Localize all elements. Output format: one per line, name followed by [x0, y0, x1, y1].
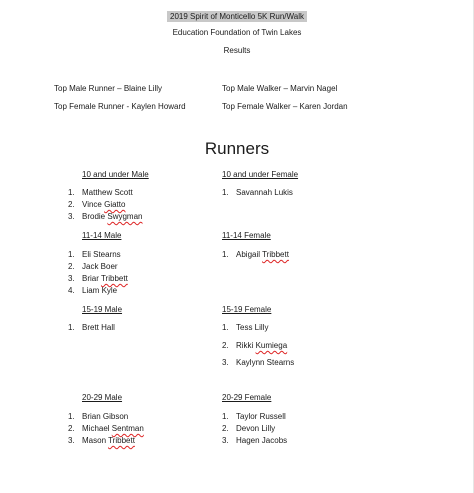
organization-name: Education Foundation of Twin Lakes: [172, 28, 302, 37]
list-item: 1. Brett Hall: [68, 323, 115, 332]
list-item: 3. Mason Tribbett: [68, 436, 135, 445]
results-heading: Results: [223, 46, 251, 55]
runners-heading: Runners: [204, 139, 270, 158]
list-item: 4. Liam Kyle: [68, 286, 118, 295]
spellcheck-underline: Tribbett: [108, 436, 135, 445]
list-item: 2. Michael Sentman: [68, 424, 144, 433]
category-11-14-female: 11-14 Female: [222, 231, 271, 240]
spellcheck-underline: Tribbett: [100, 274, 128, 283]
top-male-walker: Top Male Walker – Marvin Nagel: [222, 84, 338, 93]
list-item: 2. Vince Giatto: [68, 200, 126, 209]
list-item: 1. Brian Gibson: [68, 412, 129, 421]
spellcheck-underline: Tribbett: [262, 250, 289, 259]
category-20-29-male: 20-29 Male: [82, 393, 123, 402]
list-item: 3. Kaylynn Stearns: [222, 358, 295, 367]
document-title: [0, 12, 474, 21]
category-20-29-female: 20-29 Female: [222, 393, 272, 402]
top-male-runner: Top Male Runner – Blaine Lilly: [54, 84, 163, 93]
spellcheck-underline: Kumiega: [255, 341, 288, 350]
list-item: 1. Savannah Lukis: [222, 188, 293, 197]
list-item: 2. Rikki Kumiega: [222, 341, 288, 350]
title-highlight: 2019 Spirit of Monticello 5K Run/Walk: [167, 11, 307, 22]
spellcheck-underline: Giatto: [104, 200, 126, 209]
list-item: 1. Tess Lilly: [222, 323, 269, 332]
list-item: 1. Matthew Scott: [68, 188, 133, 197]
list-item: 1. Eli Stearns: [68, 250, 121, 259]
top-female-runner: Top Female Runner - Kaylen Howard: [54, 102, 186, 111]
list-item: 2. Devon Lilly: [222, 424, 276, 433]
list-item: 3. Brodie Swygman: [68, 212, 143, 221]
top-female-walker: Top Female Walker – Karen Jordan: [222, 102, 348, 111]
list-item: 3. Briar Tribbett: [68, 274, 128, 283]
category-11-14-male: 11-14 Male: [82, 231, 122, 240]
category-15-19-female: 15-19 Female: [222, 305, 272, 314]
spellcheck-underline: Sentman: [111, 424, 144, 433]
list-item: 3. Hagen Jacobs: [222, 436, 288, 445]
category-15-19-male: 15-19 Male: [82, 305, 123, 314]
category-10-under-female: 10 and under Female: [222, 170, 299, 179]
list-item: 2. Jack Boer: [68, 262, 118, 271]
list-item: 1. Taylor Russell: [222, 412, 286, 421]
spellcheck-underline: Swygman: [107, 212, 143, 221]
list-item: 1. Abigail Tribbett: [222, 250, 289, 259]
category-10-under-male: 10 and under Male: [82, 170, 149, 179]
